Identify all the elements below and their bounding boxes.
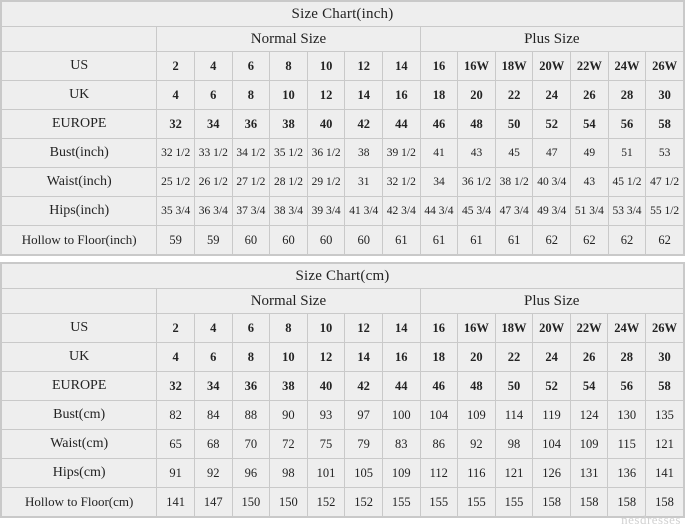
cell: 31 xyxy=(345,168,383,197)
table-row xyxy=(2,314,684,343)
cell: 109 xyxy=(382,459,420,488)
cell: 26 xyxy=(570,343,608,372)
cell: 26 1/2 xyxy=(194,168,232,197)
row-label-hollow-to-floor: Hollow to Floor(cm) xyxy=(2,488,157,517)
cell: 47 3/4 xyxy=(495,197,533,226)
table-row xyxy=(2,139,684,168)
row-label-europe: EUROPE xyxy=(2,372,157,401)
cell: 6 xyxy=(232,52,270,81)
chart-title-row xyxy=(2,2,684,27)
cell: 93 xyxy=(307,401,345,430)
cell: 109 xyxy=(570,430,608,459)
cell: 98 xyxy=(270,459,308,488)
cell: 72 xyxy=(270,430,308,459)
cell: 36 3/4 xyxy=(194,197,232,226)
chart-title: Size Chart(cm) xyxy=(2,264,684,289)
group-row-spacer xyxy=(2,289,157,314)
group-plus-size: Plus Size xyxy=(420,289,684,314)
cell: 22 xyxy=(495,343,533,372)
cell: 28 1/2 xyxy=(270,168,308,197)
cell: 58 xyxy=(646,110,684,139)
cell: 61 xyxy=(458,226,496,255)
cell: 62 xyxy=(533,226,571,255)
cell: 116 xyxy=(458,459,496,488)
cell: 62 xyxy=(608,226,646,255)
cell: 38 xyxy=(270,372,308,401)
cell: 37 3/4 xyxy=(232,197,270,226)
cell: 150 xyxy=(232,488,270,517)
cell: 61 xyxy=(383,226,421,255)
cell: 47 xyxy=(533,139,571,168)
cell: 14 xyxy=(345,343,383,372)
cell: 8 xyxy=(232,81,270,110)
cell: 38 xyxy=(345,139,383,168)
table-row xyxy=(2,401,684,430)
cell: 6 xyxy=(194,343,232,372)
cell: 104 xyxy=(420,401,458,430)
cell: 51 xyxy=(608,139,646,168)
cell: 22W xyxy=(571,52,609,81)
cell: 46 xyxy=(420,110,458,139)
cell: 105 xyxy=(345,459,383,488)
cell: 18W xyxy=(495,52,533,81)
cell: 135 xyxy=(646,401,684,430)
cell: 16 xyxy=(420,314,458,343)
cell: 10 xyxy=(270,343,308,372)
cell: 34 xyxy=(194,372,232,401)
cell: 18 xyxy=(420,343,458,372)
cell: 114 xyxy=(495,401,533,430)
cell: 18W xyxy=(495,314,533,343)
cell: 42 3/4 xyxy=(383,197,421,226)
row-label-waist: Waist(inch) xyxy=(2,168,157,197)
cell: 83 xyxy=(382,430,420,459)
row-label-bust: Bust(inch) xyxy=(2,139,157,168)
cell: 24W xyxy=(608,52,646,81)
table-row xyxy=(2,488,684,517)
cell: 62 xyxy=(646,226,684,255)
cell: 8 xyxy=(232,343,270,372)
cell: 2 xyxy=(157,52,195,81)
chart-title-row xyxy=(2,264,684,289)
cell: 152 xyxy=(345,488,383,517)
cell: 90 xyxy=(270,401,308,430)
cell: 32 xyxy=(157,372,195,401)
size-chart-cm-block xyxy=(0,262,685,518)
cell: 155 xyxy=(458,488,496,517)
cell: 51 3/4 xyxy=(571,197,609,226)
cell: 16 xyxy=(382,343,420,372)
cell: 126 xyxy=(533,459,571,488)
cell: 59 xyxy=(194,226,232,255)
cell: 47 1/2 xyxy=(646,168,684,197)
cell: 12 xyxy=(307,81,345,110)
cell: 91 xyxy=(157,459,195,488)
group-row-spacer xyxy=(2,27,157,52)
cell: 20W xyxy=(533,314,571,343)
cell: 34 xyxy=(194,110,232,139)
cell: 8 xyxy=(270,314,308,343)
cell: 26W xyxy=(646,314,684,343)
size-chart-inch-block xyxy=(0,0,685,256)
cell: 50 xyxy=(495,110,533,139)
cell: 14 xyxy=(345,81,383,110)
cell: 92 xyxy=(194,459,232,488)
cell: 104 xyxy=(533,430,571,459)
cell: 4 xyxy=(194,314,232,343)
table-row xyxy=(2,459,684,488)
cell: 30 xyxy=(646,81,684,110)
cell: 84 xyxy=(194,401,232,430)
row-label-hips: Hips(inch) xyxy=(2,197,157,226)
cell: 96 xyxy=(232,459,270,488)
cell: 14 xyxy=(383,52,421,81)
cell: 35 1/2 xyxy=(270,139,308,168)
cell: 155 xyxy=(382,488,420,517)
cell: 36 1/2 xyxy=(458,168,496,197)
cell: 20W xyxy=(533,52,571,81)
cell: 12 xyxy=(345,314,383,343)
cell: 56 xyxy=(608,372,646,401)
size-chart-inch-table xyxy=(1,1,684,255)
table-row xyxy=(2,168,684,197)
cell: 70 xyxy=(232,430,270,459)
cell: 65 xyxy=(157,430,195,459)
cell: 55 1/2 xyxy=(646,197,684,226)
cell: 39 3/4 xyxy=(307,197,345,226)
cell: 53 xyxy=(646,139,684,168)
cell: 40 xyxy=(307,110,345,139)
cell: 44 xyxy=(382,372,420,401)
cell: 30 xyxy=(646,343,684,372)
cell: 42 xyxy=(345,372,383,401)
cell: 16W xyxy=(458,314,496,343)
cell: 14 xyxy=(382,314,420,343)
cell: 12 xyxy=(307,343,345,372)
cell: 28 xyxy=(608,343,646,372)
cell: 34 1/2 xyxy=(232,139,270,168)
cell: 12 xyxy=(345,52,383,81)
cell: 39 1/2 xyxy=(383,139,421,168)
cell: 16 xyxy=(383,81,421,110)
cell: 48 xyxy=(458,372,496,401)
cell: 119 xyxy=(533,401,571,430)
cell: 33 1/2 xyxy=(194,139,232,168)
cell: 158 xyxy=(646,488,684,517)
group-normal-size: Normal Size xyxy=(157,289,420,314)
cell: 25 1/2 xyxy=(157,168,195,197)
cell: 130 xyxy=(608,401,646,430)
cell: 46 xyxy=(420,372,458,401)
row-label-waist: Waist(cm) xyxy=(2,430,157,459)
cell: 68 xyxy=(194,430,232,459)
cell: 10 xyxy=(270,81,308,110)
cell: 141 xyxy=(157,488,195,517)
cell: 36 xyxy=(232,372,270,401)
cell: 52 xyxy=(533,372,571,401)
cell: 45 1/2 xyxy=(608,168,646,197)
table-row xyxy=(2,226,684,255)
cell: 48 xyxy=(458,110,496,139)
table-row xyxy=(2,372,684,401)
cell: 28 xyxy=(608,81,646,110)
cell: 60 xyxy=(307,226,345,255)
cell: 20 xyxy=(458,81,496,110)
row-label-hips: Hips(cm) xyxy=(2,459,157,488)
cell: 82 xyxy=(157,401,195,430)
cell: 147 xyxy=(194,488,232,517)
size-chart-cm-table xyxy=(1,263,684,517)
cell: 131 xyxy=(570,459,608,488)
row-label-hollow-to-floor: Hollow to Floor(inch) xyxy=(2,226,157,255)
watermark: nesdresses xyxy=(621,512,681,527)
table-row xyxy=(2,81,684,110)
cell: 158 xyxy=(533,488,571,517)
cell: 38 3/4 xyxy=(270,197,308,226)
cell: 58 xyxy=(646,372,684,401)
cell: 4 xyxy=(157,343,195,372)
cell: 4 xyxy=(194,52,232,81)
cell: 43 xyxy=(571,168,609,197)
cell: 32 1/2 xyxy=(383,168,421,197)
chart-group-row xyxy=(2,27,684,52)
cell: 40 3/4 xyxy=(533,168,571,197)
cell: 38 1/2 xyxy=(495,168,533,197)
cell: 60 xyxy=(232,226,270,255)
cell: 16W xyxy=(458,52,496,81)
cell: 40 xyxy=(307,372,345,401)
cell: 43 xyxy=(458,139,496,168)
cell: 24 xyxy=(533,81,571,110)
table-row xyxy=(2,343,684,372)
cell: 26W xyxy=(646,52,684,81)
cell: 54 xyxy=(571,110,609,139)
cell: 20 xyxy=(458,343,496,372)
chart-group-row xyxy=(2,289,684,314)
cell: 4 xyxy=(157,81,195,110)
cell: 100 xyxy=(382,401,420,430)
chart-title: Size Chart(inch) xyxy=(2,2,684,27)
cell: 8 xyxy=(270,52,308,81)
cell: 22 xyxy=(495,81,533,110)
cell: 32 xyxy=(157,110,195,139)
cell: 49 3/4 xyxy=(533,197,571,226)
cell: 75 xyxy=(307,430,345,459)
cell: 42 xyxy=(345,110,383,139)
cell: 155 xyxy=(495,488,533,517)
cell: 24W xyxy=(608,314,646,343)
cell: 41 xyxy=(420,139,458,168)
cell: 10 xyxy=(307,52,345,81)
row-label-us: US xyxy=(2,314,157,343)
cell: 41 3/4 xyxy=(345,197,383,226)
cell: 115 xyxy=(608,430,646,459)
row-label-bust: Bust(cm) xyxy=(2,401,157,430)
cell: 88 xyxy=(232,401,270,430)
cell: 124 xyxy=(570,401,608,430)
row-label-us: US xyxy=(2,52,157,81)
cell: 60 xyxy=(270,226,308,255)
cell: 61 xyxy=(495,226,533,255)
cell: 22W xyxy=(570,314,608,343)
cell: 32 1/2 xyxy=(157,139,195,168)
table-row xyxy=(2,197,684,226)
cell: 50 xyxy=(495,372,533,401)
cell: 158 xyxy=(570,488,608,517)
cell: 54 xyxy=(570,372,608,401)
cell: 61 xyxy=(420,226,458,255)
cell: 60 xyxy=(345,226,383,255)
cell: 16 xyxy=(420,52,458,81)
cell: 49 xyxy=(571,139,609,168)
cell: 6 xyxy=(194,81,232,110)
cell: 53 3/4 xyxy=(608,197,646,226)
cell: 56 xyxy=(608,110,646,139)
cell: 35 3/4 xyxy=(157,197,195,226)
cell: 158 xyxy=(608,488,646,517)
cell: 27 1/2 xyxy=(232,168,270,197)
cell: 152 xyxy=(307,488,345,517)
cell: 36 xyxy=(232,110,270,139)
cell: 29 1/2 xyxy=(307,168,345,197)
table-row xyxy=(2,110,684,139)
cell: 150 xyxy=(270,488,308,517)
cell: 34 xyxy=(420,168,458,197)
cell: 79 xyxy=(345,430,383,459)
cell: 52 xyxy=(533,110,571,139)
cell: 109 xyxy=(458,401,496,430)
cell: 10 xyxy=(307,314,345,343)
cell: 92 xyxy=(458,430,496,459)
cell: 121 xyxy=(646,430,684,459)
cell: 24 xyxy=(533,343,571,372)
row-label-uk: UK xyxy=(2,81,157,110)
group-plus-size: Plus Size xyxy=(420,27,683,52)
cell: 59 xyxy=(157,226,195,255)
cell: 141 xyxy=(646,459,684,488)
cell: 121 xyxy=(495,459,533,488)
table-row xyxy=(2,430,684,459)
cell: 45 3/4 xyxy=(458,197,496,226)
cell: 86 xyxy=(420,430,458,459)
row-label-uk: UK xyxy=(2,343,157,372)
cell: 97 xyxy=(345,401,383,430)
cell: 112 xyxy=(420,459,458,488)
cell: 6 xyxy=(232,314,270,343)
cell: 45 xyxy=(495,139,533,168)
cell: 38 xyxy=(270,110,308,139)
cell: 36 1/2 xyxy=(307,139,345,168)
cell: 101 xyxy=(307,459,345,488)
cell: 44 3/4 xyxy=(420,197,458,226)
cell: 136 xyxy=(608,459,646,488)
cell: 26 xyxy=(571,81,609,110)
cell: 44 xyxy=(383,110,421,139)
cell: 155 xyxy=(420,488,458,517)
table-row xyxy=(2,52,684,81)
cell: 18 xyxy=(420,81,458,110)
row-label-europe: EUROPE xyxy=(2,110,157,139)
cell: 2 xyxy=(157,314,195,343)
cell: 98 xyxy=(495,430,533,459)
group-normal-size: Normal Size xyxy=(157,27,420,52)
cell: 62 xyxy=(571,226,609,255)
